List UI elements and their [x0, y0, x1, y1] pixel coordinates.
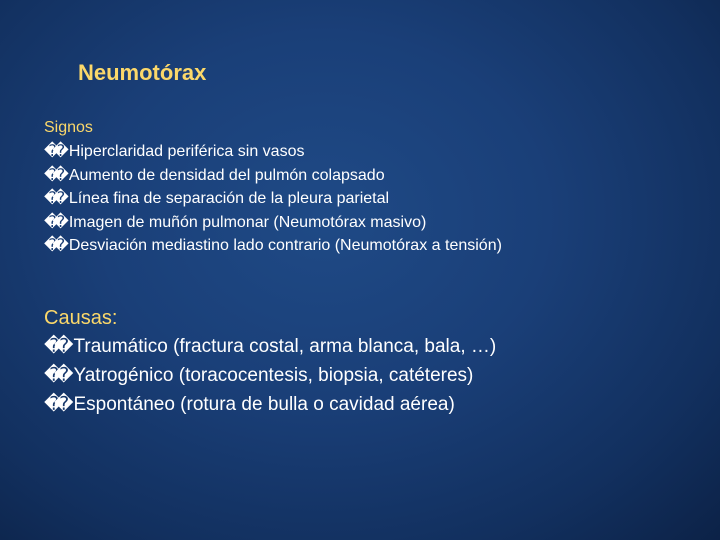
bullet-icon: �� — [44, 237, 61, 254]
causas-item-text: Espontáneo (rotura de bulla o cavidad aérea) — [73, 394, 455, 415]
signos-item-text: Hiperclaridad periférica sin vasos — [68, 143, 305, 160]
causas-item — [44, 390, 496, 419]
signos-item-text: Desviación mediastino lado contrario (Neumotórax a tensión) — [68, 237, 502, 254]
bullet-icon: �� — [44, 365, 64, 386]
signos-item — [44, 187, 502, 211]
signos-item-text: Aumento de densidad del pulmón colapsado — [68, 166, 385, 184]
signos-item — [44, 234, 502, 258]
signos-item — [44, 164, 502, 188]
bullet-icon: �� — [44, 336, 64, 357]
causas-item-text: Traumático (fractura costal, arma blanca, bala, …) — [73, 336, 497, 357]
signos-item-text: Línea fina de separación de la pleura parietal — [68, 190, 390, 207]
causas-heading: Causas: — [44, 307, 118, 329]
bullet-icon: �� — [44, 143, 61, 160]
causas-item — [44, 332, 496, 361]
causas-item — [44, 361, 496, 390]
signos-item — [44, 211, 502, 235]
causas-item-text: Yatrogénico (toracocentesis, biopsia, catéteres) — [73, 365, 474, 386]
signos-item-text: Imagen de muñón pulmonar (Neumotórax masivo) — [68, 213, 427, 231]
signos-item — [44, 140, 502, 164]
slide-title: Neumotórax — [78, 60, 207, 85]
signos-heading: Signos — [44, 119, 93, 136]
bullet-icon: �� — [44, 394, 64, 415]
bullet-icon: �� — [44, 166, 61, 184]
bullet-icon: �� — [44, 213, 61, 231]
bullet-icon: �� — [44, 190, 61, 207]
causas-section — [44, 305, 496, 419]
signos-section — [44, 118, 502, 258]
